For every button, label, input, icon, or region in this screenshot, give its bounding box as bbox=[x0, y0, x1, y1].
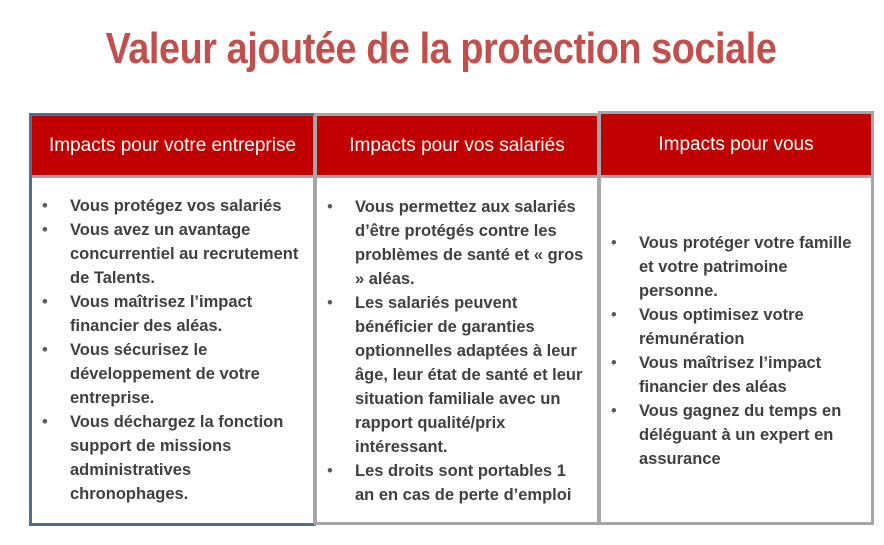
list-item: • Vous sécurisez le développement de votre entreprise. bbox=[38, 338, 305, 410]
list-item: • Vous gagnez du temps en déléguant à un expert en assurance bbox=[607, 399, 863, 471]
column-body bbox=[601, 178, 871, 471]
column-body bbox=[317, 178, 597, 507]
list-item: • Vous maîtrisez l’impact financier des aléas bbox=[607, 351, 863, 399]
list-item: • Vous optimisez votre rémunération bbox=[607, 303, 863, 351]
list-item: • Vous protégez vos salariés bbox=[38, 194, 305, 218]
column-body bbox=[32, 178, 313, 506]
slide-title: Valeur ajoutée de la protection sociale bbox=[105, 24, 777, 73]
list-item: • Les droits sont portables 1 an en cas de perte d’emploi bbox=[323, 459, 589, 507]
bullet-list bbox=[38, 194, 305, 506]
column-header: Impacts pour vos salariés bbox=[317, 116, 597, 178]
list-item: • Vous déchargez la fonction support de missions administratives chronophages. bbox=[38, 410, 305, 506]
list-item: • Vous protéger votre famille et votre patrimoine personne. bbox=[607, 231, 863, 303]
column-entreprise bbox=[29, 113, 316, 526]
bullet-list bbox=[323, 195, 589, 507]
list-item: • Vous maîtrisez l’impact financier des aléas. bbox=[38, 290, 305, 338]
list-item: • Vous permettez aux salariés d’être protégés contre les problèmes de santé et « gros » aléas. bbox=[323, 195, 589, 291]
column-header: Impacts pour vous bbox=[601, 114, 871, 178]
list-item: • Vous avez un avantage concurrentiel au recrutement de Talents. bbox=[38, 218, 305, 290]
list-item: • Les salariés peuvent bénéficier de garanties optionnelles adaptées à leur âge, leur état de santé et leur situation familiale avec un rapport qualité/prix intéressant. bbox=[323, 291, 589, 459]
column-header: Impacts pour votre entreprise bbox=[32, 116, 313, 178]
bullet-list bbox=[607, 231, 863, 471]
column-salaries bbox=[314, 113, 600, 525]
column-vous bbox=[598, 111, 874, 525]
